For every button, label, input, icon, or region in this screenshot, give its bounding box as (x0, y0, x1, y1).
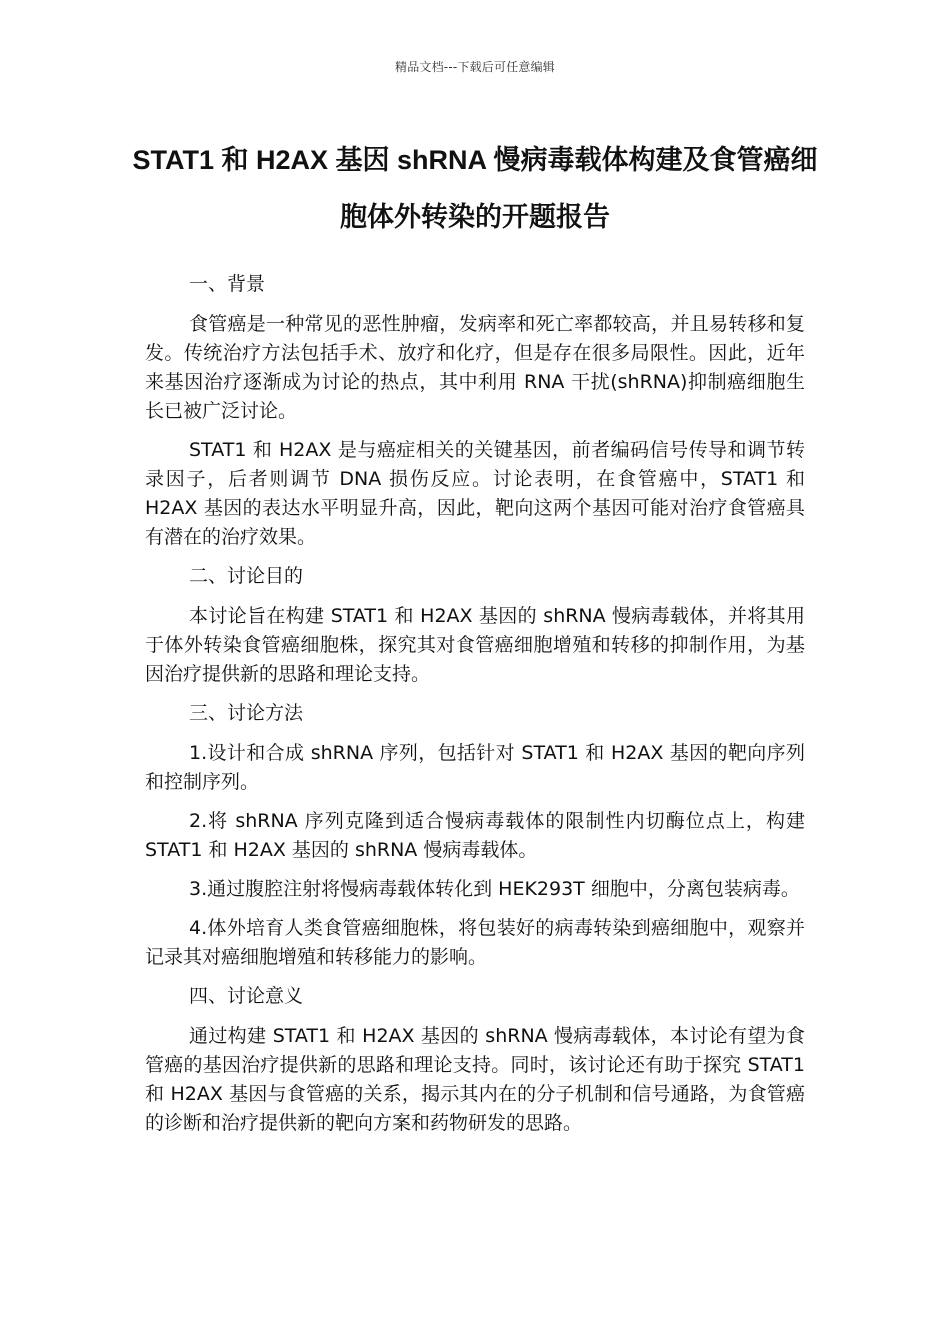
section-heading-methods: 三、讨论方法 (189, 702, 304, 724)
section-heading-significance: 四、讨论意义 (189, 985, 304, 1007)
paragraph-significance-1: 通过构建 STAT1 和 H2AX 基因的 shRNA 慢病毒载体，本讨论有望为食管癌的基因治疗提供新的思路和理论支持。同时，该讨论还有助于探究 STAT1 和 H2AX 基因与食管癌的关系，揭示其内在的分子机制和信号通路，为食管癌的诊断和治疗提供新的靶向方案和药物研发的思路。 (145, 1025, 805, 1134)
method-step-2: 2.将 shRNA 序列克隆到适合慢病毒载体的限制性内切酶位点上，构建 STAT1 和 H2AX 基因的 shRNA 慢病毒载体。 (145, 810, 805, 861)
header-note: 精品文档---下载后可任意编辑 (395, 60, 555, 74)
section-heading-background: 一、背景 (189, 273, 266, 295)
section-heading-purpose: 二、讨论目的 (189, 565, 304, 587)
document-body (145, 270, 805, 1148)
document-title: STAT1 和 H2AX 基因 shRNA 慢病毒载体构建及食管癌细胞体外转染的开题报告 (132, 145, 818, 232)
method-step-1: 1.设计和合成 shRNA 序列，包括针对 STAT1 和 H2AX 基因的靶向序列和控制序列。 (145, 742, 805, 793)
method-step-4: 4.体外培育人类食管癌细胞株，将包装好的病毒转染到癌细胞中，观察并记录其对癌细胞增殖和转移能力的影响。 (145, 917, 805, 968)
paragraph-background-2: STAT1 和 H2AX 是与癌症相关的关键基因，前者编码信号传导和调节转录因子，后者则调节 DNA 损伤反应。讨论表明，在食管癌中，STAT1 和 H2AX 基因的表达水平明显升高，因此，靶向这两个基因可能对治疗食管癌具有潜在的治疗效果。 (145, 439, 805, 548)
paragraph-background-1: 食管癌是一种常见的恶性肿瘤，发病率和死亡率都较高，并且易转移和复发。传统治疗方法包括手术、放疗和化疗，但是存在很多局限性。因此，近年来基因治疗逐渐成为讨论的热点，其中利用 RNA 干扰(shRNA)抑制癌细胞生长已被广泛讨论。 (145, 313, 805, 422)
method-step-3: 3.通过腹腔注射将慢病毒载体转化到 HEK293T 细胞中，分离包装病毒。 (189, 878, 800, 900)
paragraph-purpose-1: 本讨论旨在构建 STAT1 和 H2AX 基因的 shRNA 慢病毒载体，并将其用于体外转染食管癌细胞株，探究其对食管癌细胞增殖和转移的抑制作用，为基因治疗提供新的思路和理论支持。 (145, 605, 805, 685)
